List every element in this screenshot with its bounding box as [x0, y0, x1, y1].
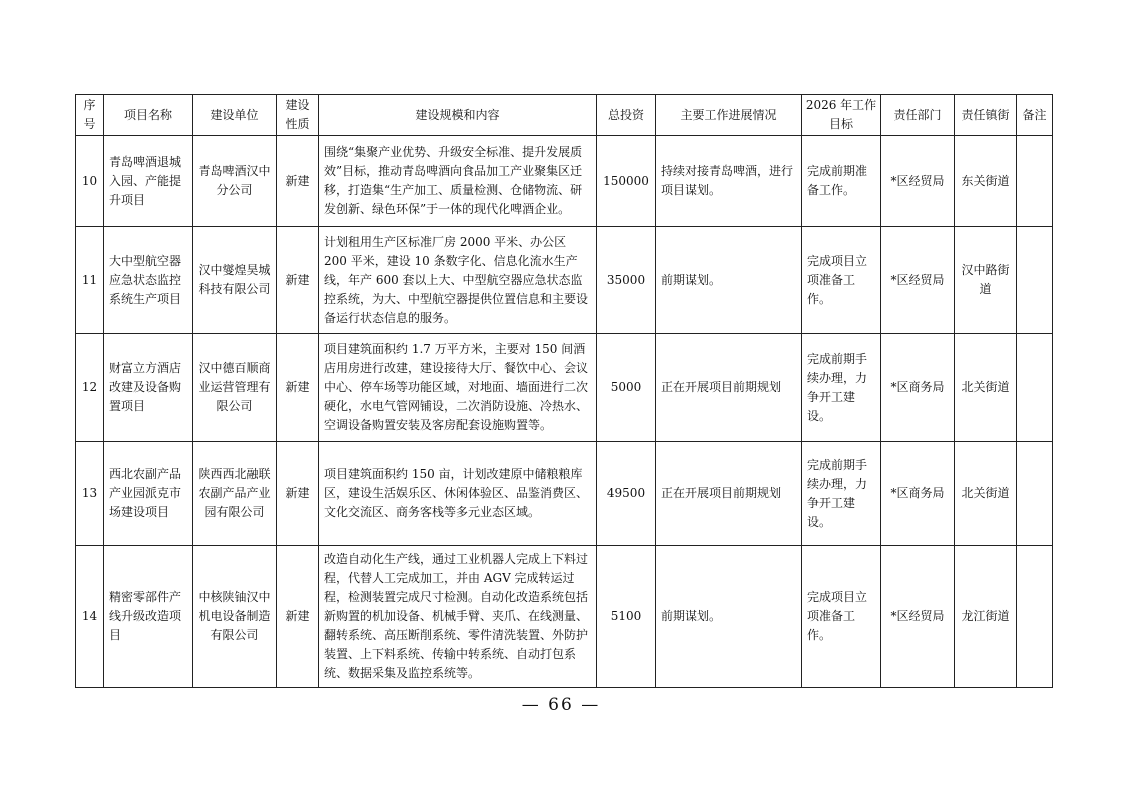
cell-remark — [1017, 546, 1053, 688]
cell-scale-and-content: 围绕“集聚产业优势、升级安全标准、提升发展质效”目标，推动青岛啤酒向食品加工产业聚集区迁移，打造集“生产加工、质量检测、仓储物流、研发创新、绿色环保”于一体的现代化啤酒企业。 — [319, 136, 597, 227]
header-remark: 备注 — [1017, 95, 1053, 136]
cell-responsible-dept: *区商务局 — [881, 334, 955, 442]
cell-total-investment: 49500 — [597, 442, 656, 546]
cell-remark — [1017, 136, 1053, 227]
page-number: — 66 — — [521, 695, 601, 715]
cell-2026-target: 完成前期手续办理，力争开工建设。 — [802, 442, 881, 546]
cell-2026-target: 完成前期手续办理，力争开工建设。 — [802, 334, 881, 442]
cell-remark — [1017, 227, 1053, 334]
cell-construction-unit: 汉中德百顺商业运营管理有限公司 — [193, 334, 277, 442]
cell-responsible-town: 龙江街道 — [955, 546, 1017, 688]
header-progress: 主要工作进展情况 — [656, 95, 802, 136]
table-row — [76, 334, 1053, 442]
cell-2026-target: 完成项目立项准备工作。 — [802, 546, 881, 688]
header-scale-and-content: 建设规模和内容 — [319, 95, 597, 136]
table-header-row — [76, 95, 1053, 136]
cell-seq: 12 — [76, 334, 104, 442]
cell-remark — [1017, 442, 1053, 546]
cell-construction-unit: 汉中燮煌昊城科技有限公司 — [193, 227, 277, 334]
header-project-name: 项目名称 — [104, 95, 193, 136]
cell-responsible-town: 北关街道 — [955, 442, 1017, 546]
cell-seq: 14 — [76, 546, 104, 688]
cell-construction-unit: 中核陕铀汉中机电设备制造有限公司 — [193, 546, 277, 688]
cell-remark — [1017, 334, 1053, 442]
table-row — [76, 546, 1053, 688]
cell-responsible-dept: *区经贸局 — [881, 227, 955, 334]
cell-2026-target: 完成前期准备工作。 — [802, 136, 881, 227]
cell-responsible-town: 北关街道 — [955, 334, 1017, 442]
cell-scale-and-content: 项目建筑面积约 150 亩，计划改建原中储粮粮库区，建设生活娱乐区、休闲体验区、品鉴消费区、文化交流区、商务客栈等多元业态区域。 — [319, 442, 597, 546]
table-row — [76, 136, 1053, 227]
cell-scale-and-content: 项目建筑面积约 1.7 万平方米，主要对 150 间酒店用房进行改建，建设接待大厅、餐饮中心、会议中心、停车场等功能区域，对地面、墙面进行二次硬化，水电气管网铺设，二次消防设施、冷热水、空调设备购置安装及客房配套设施购置等。 — [319, 334, 597, 442]
cell-responsible-dept: *区经贸局 — [881, 546, 955, 688]
project-table — [75, 94, 1053, 688]
cell-total-investment: 5100 — [597, 546, 656, 688]
header-2026-target: 2026 年工作目标 — [802, 95, 881, 136]
cell-total-investment: 5000 — [597, 334, 656, 442]
cell-responsible-dept: *区经贸局 — [881, 136, 955, 227]
cell-project-name: 财富立方酒店改建及设备购置项目 — [104, 334, 193, 442]
cell-total-investment: 150000 — [597, 136, 656, 227]
cell-construction-nature: 新建 — [277, 546, 319, 688]
cell-total-investment: 35000 — [597, 227, 656, 334]
cell-construction-unit: 青岛啤酒汉中分公司 — [193, 136, 277, 227]
header-seq: 序号 — [76, 95, 104, 136]
cell-seq: 10 — [76, 136, 104, 227]
cell-responsible-town: 东关街道 — [955, 136, 1017, 227]
cell-seq: 11 — [76, 227, 104, 334]
cell-progress: 正在开展项目前期规划 — [656, 442, 802, 546]
cell-scale-and-content: 改造自动化生产线，通过工业机器人完成上下料过程，代替人工完成加工，并由 AGV 完成转运过程，检测装置完成尺寸检测。自动化改造系统包括新购置的机加设备、机械手臂、夹爪、在线测量、翻转系统、高压断削系统、零件清洗装置、外防护装置、上下料系统、传输中转系统、自动打包系统、数据采集及监控系统等。 — [319, 546, 597, 688]
header-responsible-town: 责任镇街 — [955, 95, 1017, 136]
cell-construction-nature: 新建 — [277, 442, 319, 546]
cell-project-name: 大中型航空器应急状态监控系统生产项目 — [104, 227, 193, 334]
header-construction-nature: 建设性质 — [277, 95, 319, 136]
header-total-investment: 总投资 — [597, 95, 656, 136]
table-row — [76, 227, 1053, 334]
cell-construction-nature: 新建 — [277, 334, 319, 442]
cell-progress: 正在开展项目前期规划 — [656, 334, 802, 442]
cell-responsible-town: 汉中路街道 — [955, 227, 1017, 334]
cell-2026-target: 完成项目立项准备工作。 — [802, 227, 881, 334]
cell-project-name: 精密零部件产线升级改造项目 — [104, 546, 193, 688]
cell-scale-and-content: 计划租用生产区标准厂房 2000 平米、办公区 200 平米，建设 10 条数字化、信息化流水生产线，年产 600 套以上大、中型航空器应急状态监控系统，为大、中型航空器提供位置信息和主要设备运行状态信息的服务。 — [319, 227, 597, 334]
header-responsible-dept: 责任部门 — [881, 95, 955, 136]
cell-construction-nature: 新建 — [277, 227, 319, 334]
cell-seq: 13 — [76, 442, 104, 546]
header-construction-unit: 建设单位 — [193, 95, 277, 136]
cell-construction-unit: 陕西西北融联农副产品产业园有限公司 — [193, 442, 277, 546]
cell-project-name: 西北农副产品产业园派克市场建设项目 — [104, 442, 193, 546]
cell-progress: 持续对接青岛啤酒，进行项目谋划。 — [656, 136, 802, 227]
cell-progress: 前期谋划。 — [656, 227, 802, 334]
cell-project-name: 青岛啤酒退城入园、产能提升项目 — [104, 136, 193, 227]
cell-progress: 前期谋划。 — [656, 546, 802, 688]
table-row — [76, 442, 1053, 546]
cell-responsible-dept: *区商务局 — [881, 442, 955, 546]
cell-construction-nature: 新建 — [277, 136, 319, 227]
